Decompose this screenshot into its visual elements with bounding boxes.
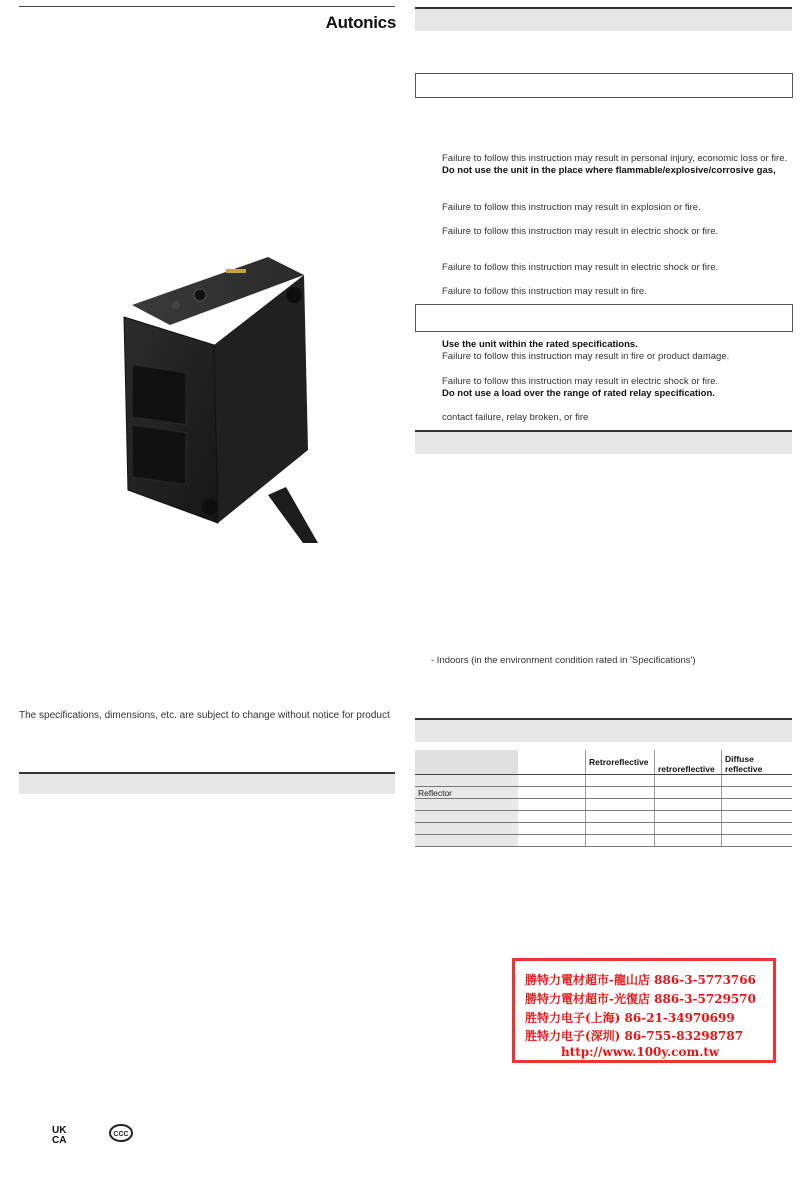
ccc-mark-icon (108, 1124, 134, 1147)
ccc-mark-text: CCC (113, 1131, 129, 1138)
spec-cell (655, 787, 722, 799)
table-row (415, 787, 792, 799)
spec-table (415, 750, 792, 847)
caution-line-5: Failure to follow this instruction may result in electric shock or fire. (442, 262, 719, 273)
spec-cell (655, 835, 722, 847)
spec-cell (519, 775, 586, 787)
spec-cell (586, 835, 655, 847)
spec-cell (655, 823, 722, 835)
table-row (415, 775, 792, 787)
table-row (415, 799, 792, 811)
stamp-line-2: 勝特力電材超市-光復店 886-3-5729570 (525, 992, 756, 1006)
table-row (415, 835, 792, 847)
spec-cell (519, 811, 586, 823)
indoors-note: - Indoors (in the environment condition rated in 'Specifications') (431, 655, 696, 666)
section-bar-2 (415, 430, 792, 454)
table-row (415, 811, 792, 823)
spec-row-label (415, 775, 519, 787)
spec-header-cell (415, 750, 519, 775)
caution-line-3: Failure to follow this instruction may result in explosion or fire. (442, 202, 701, 213)
warning-line-2: Failure to follow this instruction may result in fire or product damage. (442, 351, 730, 362)
spec-row-label (415, 835, 519, 847)
ukca-mark: UK CA (52, 1125, 67, 1146)
product-image (118, 255, 324, 545)
spec-header-cell: Retroreflective (586, 750, 655, 775)
spec-section-bar (415, 718, 792, 742)
warning-line-1: Use the unit within the rated specifications. (442, 339, 638, 350)
spec-cell (655, 811, 722, 823)
spec-cell (655, 799, 722, 811)
spec-cell (722, 811, 793, 823)
spec-cell (586, 811, 655, 823)
table-row (415, 823, 792, 835)
warning-line-3: Failure to follow this instruction may result in electric shock or fire. (442, 376, 719, 387)
spec-row-label (415, 823, 519, 835)
notice-text: The specifications, dimensions, etc. are subject to change without notice for product (19, 710, 390, 721)
spec-cell (586, 799, 655, 811)
spec-cell (519, 799, 586, 811)
stamp-url[interactable]: http://www.100y.com.tw (561, 1045, 720, 1059)
caution-line-6: Failure to follow this instruction may result in fire. (442, 286, 647, 297)
spec-table-header (415, 750, 792, 775)
stamp-line-3: 胜特力电子(上海) 86-21-34970699 (525, 1011, 735, 1025)
spec-row-label (415, 811, 519, 823)
spec-cell (722, 799, 793, 811)
stamp-line-1: 勝特力電材超市-龍山店 886-3-5773766 (525, 973, 756, 987)
safety-header-bar (415, 7, 792, 31)
spec-row-label: Reflector (415, 787, 519, 799)
spec-cell (722, 787, 793, 799)
spec-header-cell (519, 750, 586, 775)
spec-header-cell: retroreflective (655, 750, 722, 775)
spec-cell (519, 787, 586, 799)
brand-logo: Autonics (325, 13, 396, 32)
distributor-stamp (512, 958, 776, 1063)
caution-line-4: Failure to follow this instruction may result in electric shock or fire. (442, 226, 719, 237)
caution-line-2: Do not use the unit in the place where flammable/explosive/corrosive gas, (442, 165, 776, 176)
spec-header-cell: Diffuse reflective (722, 750, 793, 775)
left-section-bar (19, 774, 395, 794)
spec-cell (655, 775, 722, 787)
warning-line-5: contact failure, relay broken, or fire (442, 412, 589, 423)
spec-cell (722, 835, 793, 847)
spec-cell (722, 775, 793, 787)
spec-cell (722, 823, 793, 835)
spec-cell (586, 787, 655, 799)
spec-cell (519, 823, 586, 835)
spec-cell (586, 823, 655, 835)
spec-row-label (415, 799, 519, 811)
caution-line-1: Failure to follow this instruction may result in personal injury, economic loss or fire. (442, 153, 788, 164)
top-rule-left (19, 6, 395, 7)
warning-box (415, 304, 793, 332)
warning-line-4: Do not use a load over the range of rated relay specification. (442, 388, 715, 399)
spec-cell (519, 835, 586, 847)
stamp-line-4: 胜特力电子(深圳) 86-755-83298787 (525, 1029, 744, 1043)
caution-box (415, 73, 793, 98)
spec-cell (586, 775, 655, 787)
